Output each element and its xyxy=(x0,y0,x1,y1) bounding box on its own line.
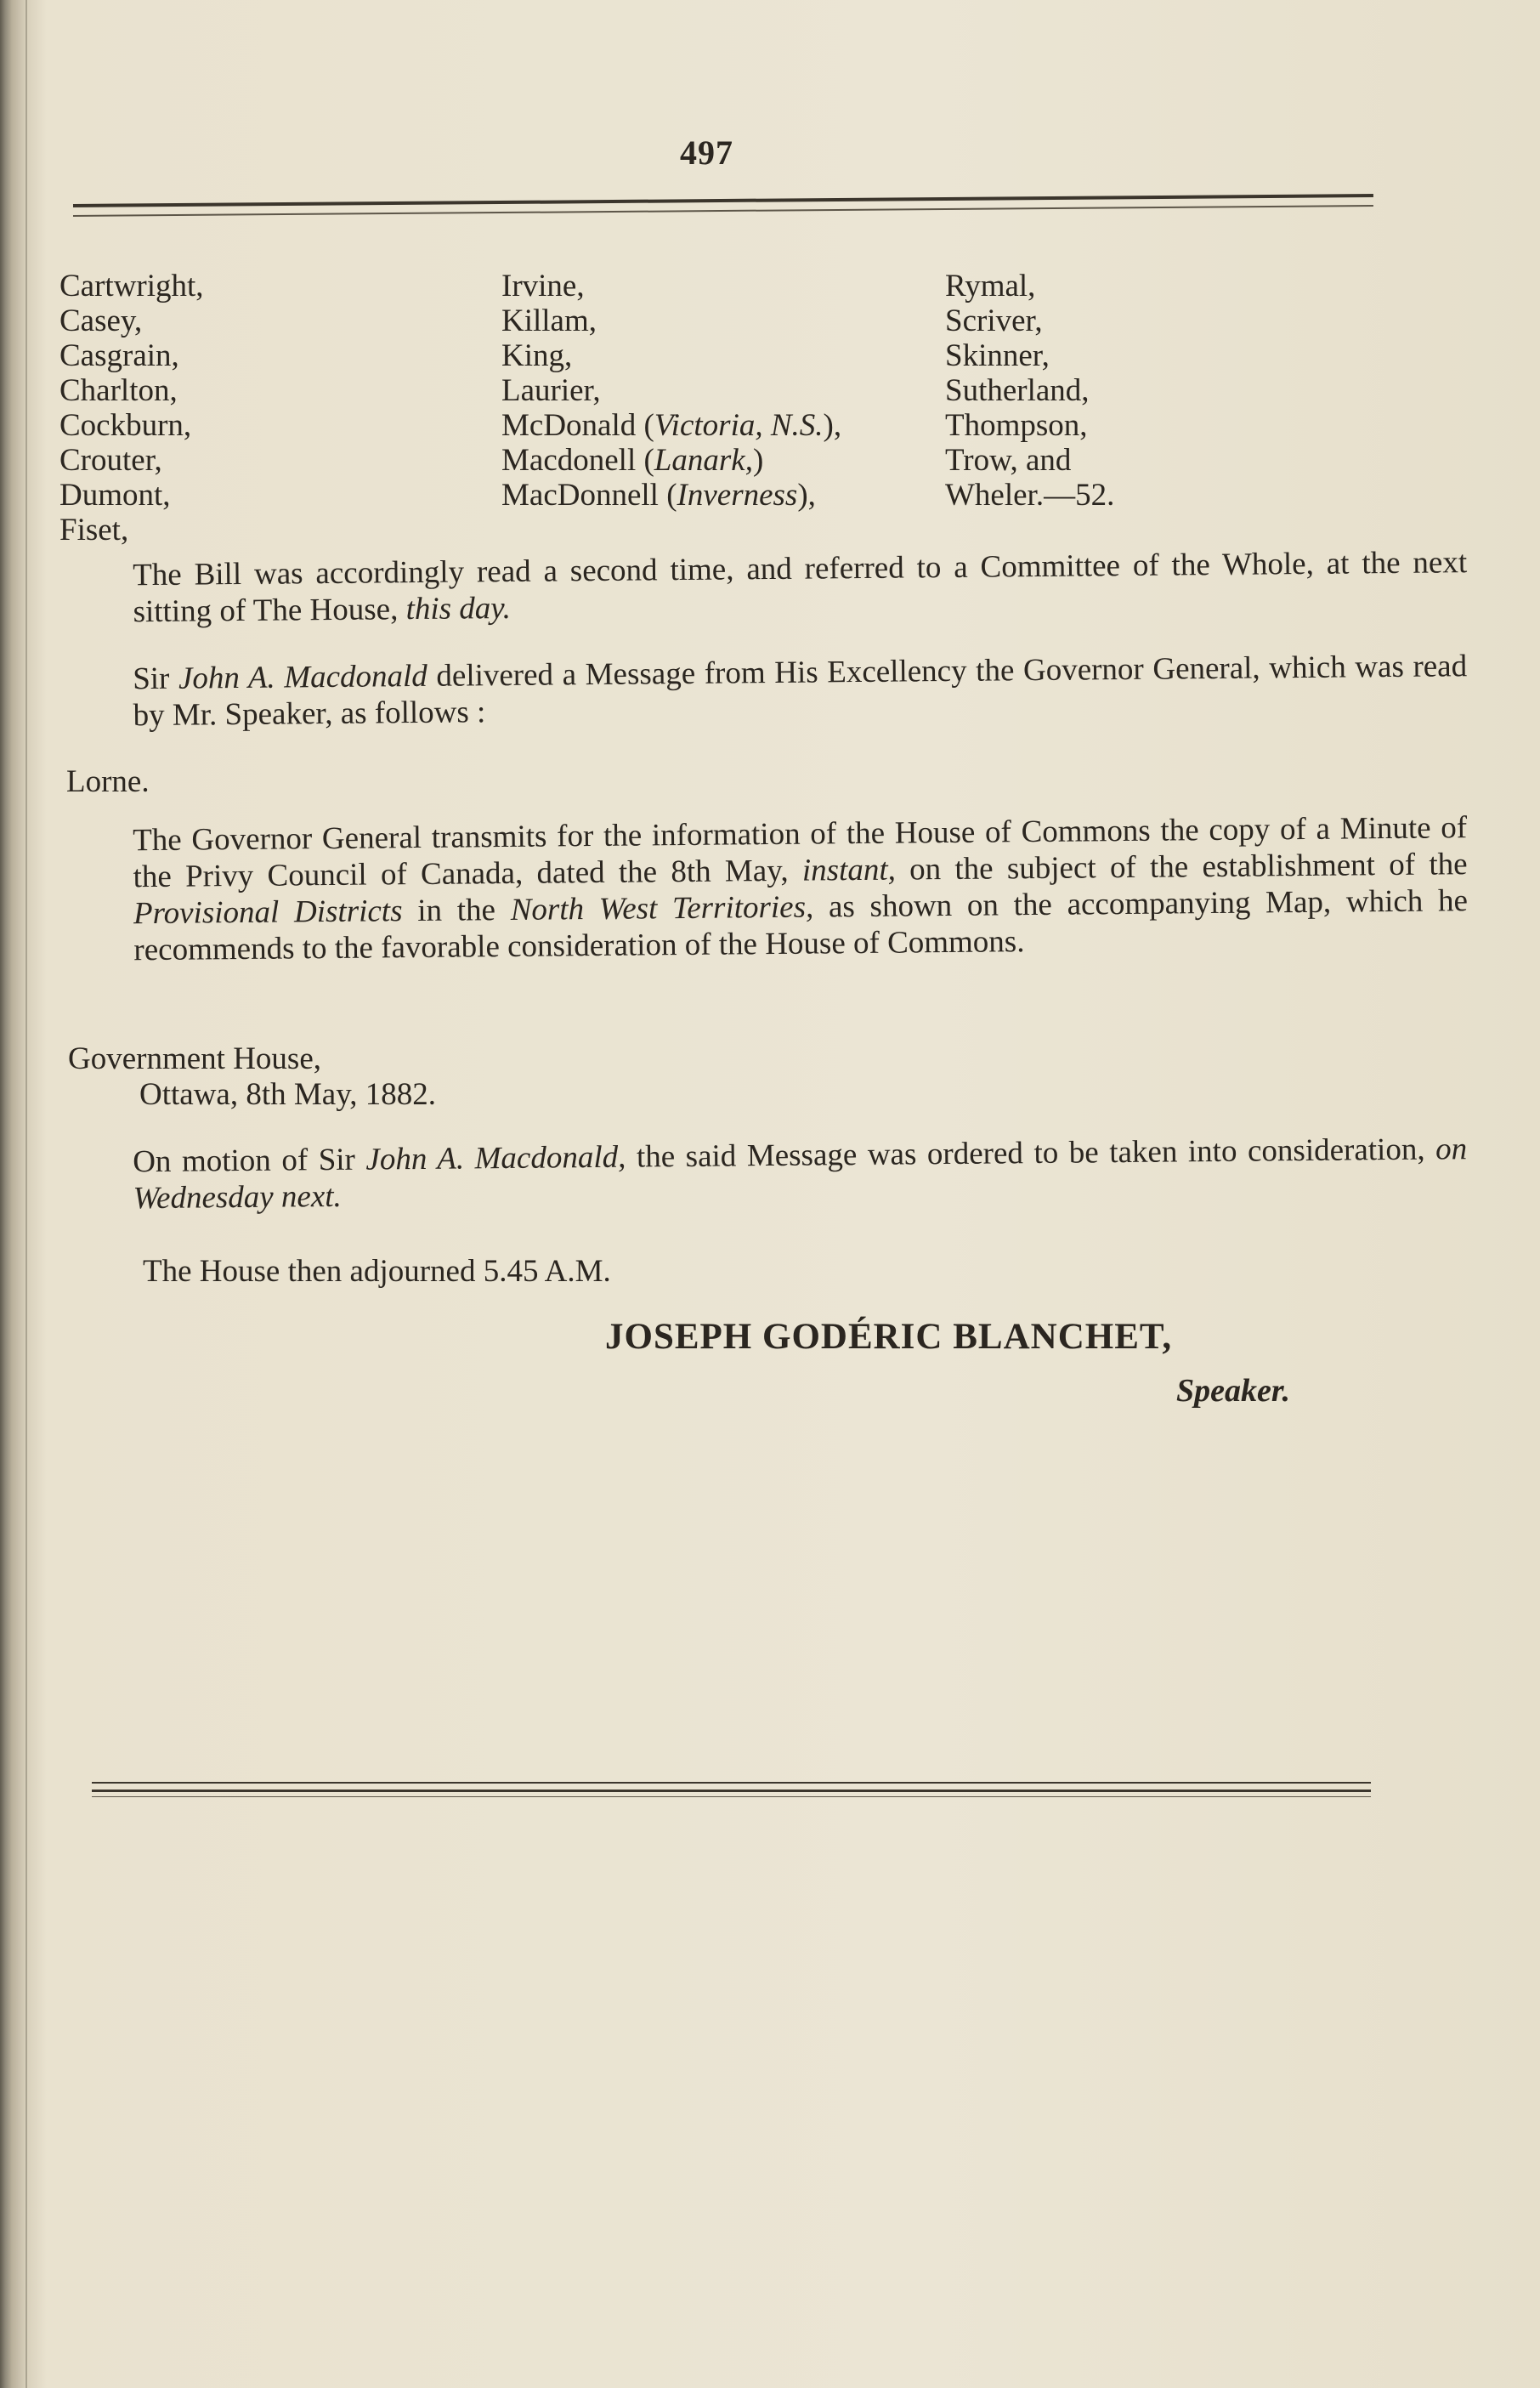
paragraph-message-delivered: Sir John A. Macdonald delivered a Message from His Excellency the Governor General, which was read by Mr. Speaker, as follows : xyxy=(133,649,1468,734)
name-entry: Dumont, xyxy=(59,478,171,513)
names-column-2 xyxy=(501,269,841,513)
name-entry: Crouter, xyxy=(59,443,162,478)
name-entry: Irvine, xyxy=(501,269,585,303)
ottawa-date-line: Ottawa, 8th May, 1882. xyxy=(139,1077,437,1112)
government-house-line: Government House, xyxy=(68,1041,321,1076)
name-entry: Casey, xyxy=(59,303,143,338)
paragraph-motion: On motion of Sir John A. Macdonald, the said Message was ordered to be taken into consideration, on Wednesday next. xyxy=(133,1132,1468,1217)
top-double-rule xyxy=(73,194,1373,207)
bottom-triple-rule-top xyxy=(92,1782,1371,1784)
bottom-triple-rule-bottom xyxy=(92,1796,1371,1797)
name-entry: Scriver, xyxy=(945,303,1043,338)
name-entry: Thompson, xyxy=(945,408,1088,443)
name-entry: Cartwright, xyxy=(59,269,204,303)
name-entry: Rymal, xyxy=(945,269,1036,303)
name-entry: King, xyxy=(501,338,573,373)
name-entry: Laurier, xyxy=(501,373,601,408)
speaker-signature-title: Speaker. xyxy=(1176,1373,1291,1409)
name-entry: Charlton, xyxy=(59,373,178,408)
name-entry: Sutherland, xyxy=(945,373,1090,408)
page-number: 497 xyxy=(680,133,733,172)
name-entry: Skinner, xyxy=(945,338,1050,373)
name-entry: Killam, xyxy=(501,303,597,338)
bottom-triple-rule-middle xyxy=(92,1790,1371,1792)
top-double-rule-thin xyxy=(73,205,1373,217)
paragraph-governor-general-message: The Governor General transmits for the information of the House of Commons the copy of a Minute of the Privy Council of Canada, dated the 8th May, instant, on the subject of the establishment of the Provisional Districts in the North West Territories, as shown on the accompanying Map, which he recommends to the favorable consideration of the House of Commons. xyxy=(133,810,1469,968)
adjournment-line: The House then adjourned 5.45 A.M. xyxy=(143,1254,611,1289)
binding-edge xyxy=(25,0,27,2388)
name-entry: Fiset, xyxy=(59,513,129,547)
name-entry: Wheler.—52. xyxy=(945,478,1115,513)
name-entry: Cockburn, xyxy=(59,408,192,443)
name-entry: Casgrain, xyxy=(59,338,179,373)
speaker-signature-name: JOSEPH GODÉRIC BLANCHET, xyxy=(605,1317,1173,1357)
names-column-1 xyxy=(59,269,204,547)
name-entry: McDonald (Victoria, N.S.), xyxy=(501,408,842,443)
name-entry: Macdonell (Lanark,) xyxy=(501,443,764,478)
paragraph-bill-second-reading: The Bill was accordingly read a second time, and referred to a Committee of the Whole, at the next sitting of The House, this day. xyxy=(133,545,1468,630)
name-entry: Trow, and xyxy=(945,443,1072,478)
name-entry: MacDonnell (Inverness), xyxy=(501,478,816,513)
signatory-lorne: Lorne. xyxy=(66,764,150,799)
names-column-3 xyxy=(945,269,1114,513)
